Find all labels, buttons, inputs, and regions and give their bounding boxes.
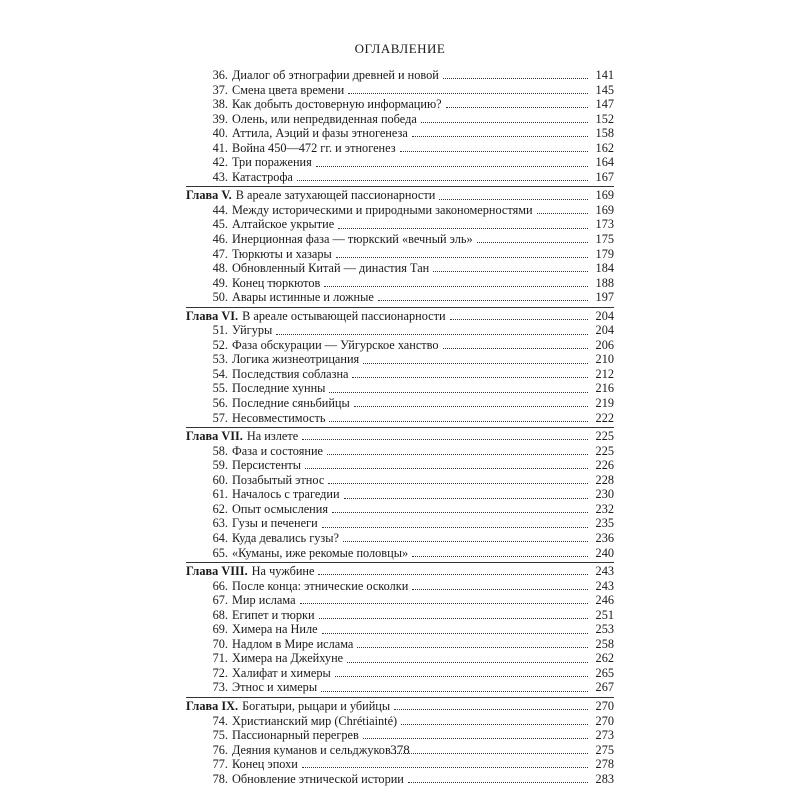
toc-item-number: 57.	[212, 410, 228, 425]
chapter-divider	[186, 427, 614, 428]
dot-leader	[400, 150, 588, 152]
dot-leader	[352, 376, 588, 378]
toc-item-title: Фаза и состояние	[232, 443, 323, 458]
toc-page-number: 225	[595, 429, 614, 444]
toc-item-title: Химера на Ниле	[232, 622, 318, 637]
toc-item-row	[186, 276, 614, 291]
toc-chapter-row	[186, 309, 614, 324]
toc-item-title: Египет и тюрки	[232, 607, 315, 622]
toc-item-title: Диалог об этнографии древней и новой	[232, 68, 439, 82]
toc-chapter-label: Глава VII.	[186, 429, 243, 444]
toc-page-number: 267	[595, 680, 614, 695]
toc-item-title: Олень, или непредвиденная победа	[232, 111, 417, 126]
toc-chapter-label: Глава VI.	[186, 308, 239, 323]
toc-item-title: Химера на Джейхуне	[232, 651, 344, 666]
dot-leader	[276, 333, 588, 335]
toc-item-number: 36.	[212, 68, 228, 82]
toc-page-number: 173	[595, 217, 614, 232]
toc-item-row	[186, 68, 614, 83]
toc-item-row	[186, 170, 614, 185]
dot-leader	[412, 555, 588, 557]
toc-item-title: Опыт осмысления	[232, 501, 328, 516]
dot-leader	[363, 737, 588, 739]
toc-chapter-title: На чужбине	[251, 564, 315, 579]
toc-page-number: 210	[595, 352, 614, 367]
toc-item-row	[186, 728, 614, 743]
dot-leader	[324, 285, 588, 287]
toc-item-number: 70.	[212, 636, 228, 651]
toc-item-row	[186, 141, 614, 156]
toc-page-number: 206	[595, 337, 614, 352]
toc-item-row	[186, 381, 614, 396]
dot-leader	[412, 135, 588, 137]
toc-item-row	[186, 323, 614, 338]
toc-item-title: Деяния куманов и сельджуков	[232, 742, 391, 757]
toc-item-number: 76.	[212, 742, 228, 757]
toc-item-number: 72.	[212, 665, 228, 680]
toc-page-number: 179	[595, 246, 614, 261]
toc-item-row	[186, 290, 614, 305]
toc-item-title: Мир ислама	[232, 593, 296, 608]
dot-leader	[394, 708, 588, 710]
toc-item-number: 41.	[212, 140, 228, 155]
toc-item-row	[186, 502, 614, 517]
dot-leader	[439, 198, 588, 200]
toc-item-number: 66.	[212, 578, 228, 593]
toc-item-row	[186, 97, 614, 112]
toc-page-number: 216	[595, 381, 614, 396]
dot-leader	[348, 92, 588, 94]
toc-item-number: 40.	[212, 126, 228, 141]
toc-page-number: 225	[595, 443, 614, 458]
toc-item-row	[186, 217, 614, 232]
table-of-contents	[186, 68, 614, 786]
toc-page-number: 167	[595, 169, 614, 184]
toc-page-number: 184	[595, 261, 614, 276]
toc-page-number: 169	[595, 188, 614, 203]
toc-page-number: 204	[595, 308, 614, 323]
dot-leader	[421, 121, 588, 123]
chapter-divider	[186, 186, 614, 187]
toc-item-title: Катастрофа	[232, 169, 293, 184]
toc-item-title: Логика жизнеотрицания	[232, 352, 360, 367]
dot-leader	[443, 347, 588, 349]
toc-item-number: 56.	[212, 396, 228, 411]
toc-page-number: 275	[595, 742, 614, 757]
toc-chapter-row	[186, 429, 614, 444]
toc-item-number: 39.	[212, 111, 228, 126]
toc-page-number: 243	[595, 564, 614, 579]
toc-page-number: 145	[595, 82, 614, 97]
dot-leader	[336, 256, 588, 258]
toc-item-number: 74.	[212, 713, 228, 728]
dot-leader	[332, 511, 588, 513]
toc-item-row	[186, 637, 614, 652]
toc-item-number: 55.	[212, 381, 228, 396]
toc-page-number: 258	[595, 636, 614, 651]
toc-item-number: 48.	[212, 261, 228, 276]
toc-page-number: 270	[595, 698, 614, 713]
toc-item-row	[186, 579, 614, 594]
dot-leader	[302, 438, 588, 440]
toc-page-number: 204	[595, 323, 614, 338]
toc-item-number: 53.	[212, 352, 228, 367]
toc-item-row	[186, 757, 614, 772]
toc-page-number: 226	[595, 458, 614, 473]
toc-item-title: Аттила, Аэций и фазы этногенеза	[232, 126, 408, 141]
page-header: ОГЛАВЛЕНИЕ	[354, 41, 446, 56]
toc-item-number: 59.	[212, 458, 228, 473]
dot-leader	[347, 661, 588, 663]
toc-item-title: Три поражения	[232, 155, 312, 170]
toc-item-number: 68.	[212, 607, 228, 622]
toc-item-row	[186, 396, 614, 411]
dot-leader	[443, 77, 588, 79]
toc-item-row	[186, 531, 614, 546]
dot-leader	[378, 299, 588, 301]
toc-item-number: 45.	[212, 217, 228, 232]
toc-item-title: Персистенты	[232, 458, 302, 473]
toc-item-row	[186, 155, 614, 170]
toc-item-row	[186, 203, 614, 218]
toc-page-number: 278	[595, 757, 614, 772]
dot-leader	[401, 723, 588, 725]
toc-item-title: Гузы и печенеги	[232, 516, 318, 531]
toc-page-number: 236	[595, 530, 614, 545]
toc-page-number: 219	[595, 396, 614, 411]
toc-item-row	[186, 516, 614, 531]
dot-leader	[329, 391, 588, 393]
toc-item-row	[186, 83, 614, 98]
toc-item-number: 77.	[212, 757, 228, 772]
toc-item-row	[186, 411, 614, 426]
dot-leader	[302, 766, 588, 768]
toc-item-title: Как добыть достоверную информацию?	[232, 97, 442, 112]
toc-page-number: 212	[595, 366, 614, 381]
toc-item-title: Между историческими и природными закономерностями	[232, 202, 533, 217]
toc-item-number: 46.	[212, 232, 228, 247]
dot-leader	[354, 405, 588, 407]
toc-page-number: 222	[595, 410, 614, 425]
toc-item-title: Пассионарный перегрев	[232, 728, 359, 743]
page-number: 378	[390, 742, 410, 757]
dot-leader	[343, 540, 588, 542]
toc-item-number: 47.	[212, 246, 228, 261]
toc-chapter-label: Глава VIII.	[186, 564, 248, 579]
toc-item-row	[186, 367, 614, 382]
toc-item-title: Куда девались гузы?	[232, 530, 339, 545]
toc-item-row	[186, 458, 614, 473]
toc-item-row	[186, 232, 614, 247]
toc-page-number: 235	[595, 516, 614, 531]
toc-item-title: После конца: этнические осколки	[232, 578, 409, 593]
toc-chapter-title: Богатыри, рыцари и убийцы	[242, 698, 391, 713]
toc-item-number: 73.	[212, 680, 228, 695]
toc-item-title: Фаза обскурации — Уйгурское ханство	[232, 337, 439, 352]
toc-item-number: 64.	[212, 530, 228, 545]
toc-item-title: Последние хунны	[232, 381, 326, 396]
chapter-divider	[186, 307, 614, 308]
toc-item-row	[186, 593, 614, 608]
toc-item-number: 75.	[212, 728, 228, 743]
toc-item-row	[186, 546, 614, 561]
dot-leader	[322, 632, 588, 634]
chapter-divider	[186, 697, 614, 698]
toc-item-title: Конец эпохи	[232, 757, 298, 772]
toc-item-number: 63.	[212, 516, 228, 531]
toc-page-number: 262	[595, 651, 614, 666]
toc-page-number: 230	[595, 487, 614, 502]
toc-item-number: 58.	[212, 443, 228, 458]
toc-item-row	[186, 338, 614, 353]
toc-item-number: 44.	[212, 202, 228, 217]
toc-page-number: 152	[595, 111, 614, 126]
dot-leader	[537, 212, 588, 214]
toc-page-number: 147	[595, 97, 614, 112]
dot-leader	[297, 179, 588, 181]
toc-page-number: 164	[595, 155, 614, 170]
toc-page-number: 243	[595, 578, 614, 593]
toc-page-number: 232	[595, 501, 614, 516]
toc-item-number: 54.	[212, 366, 228, 381]
dot-leader	[305, 467, 588, 469]
toc-item-title: Позабытый этнос	[232, 472, 325, 487]
dot-leader	[408, 781, 588, 783]
chapter-divider	[186, 562, 614, 563]
toc-page-number: 246	[595, 593, 614, 608]
toc-item-row	[186, 608, 614, 623]
toc-page-number: 162	[595, 140, 614, 155]
toc-item-number: 71.	[212, 651, 228, 666]
toc-item-row	[186, 126, 614, 141]
toc-item-number: 69.	[212, 622, 228, 637]
toc-item-title: Инерционная фаза — тюркский «вечный эль»	[232, 232, 473, 247]
toc-item-row	[186, 772, 614, 787]
toc-item-title: Алтайское укрытие	[232, 217, 335, 232]
dot-leader	[319, 617, 588, 619]
toc-item-number: 62.	[212, 501, 228, 516]
dot-leader	[477, 241, 588, 243]
toc-chapter-row	[186, 699, 614, 714]
toc-page-number: 265	[595, 665, 614, 680]
toc-page-number: 188	[595, 275, 614, 290]
toc-item-row	[186, 247, 614, 262]
toc-item-title: Халифат и химеры	[232, 665, 331, 680]
toc-item-row	[186, 261, 614, 276]
toc-item-row	[186, 714, 614, 729]
dot-leader	[450, 318, 588, 320]
dot-leader	[328, 482, 588, 484]
toc-item-number: 78.	[212, 771, 228, 786]
toc-item-title: Война 450—472 гг. и этногенез	[232, 140, 396, 155]
toc-item-title: Последствия соблазна	[232, 366, 349, 381]
dot-leader	[338, 227, 588, 229]
toc-item-number: 42.	[212, 155, 228, 170]
toc-item-row	[186, 487, 614, 502]
toc-item-title: Несовместимость	[232, 410, 326, 425]
toc-item-title: Конец тюркютов	[232, 275, 321, 290]
toc-item-title: Христианский мир (Chrétiainté)	[232, 713, 398, 728]
toc-item-number: 67.	[212, 593, 228, 608]
dot-leader	[363, 362, 588, 364]
toc-item-title: Обновление этнической истории	[232, 771, 404, 786]
toc-page-number: 283	[595, 771, 614, 786]
dot-leader	[335, 675, 588, 677]
toc-chapter-row	[186, 564, 614, 579]
dot-leader	[316, 165, 588, 167]
toc-item-title: Надлом в Мире ислама	[232, 636, 354, 651]
dot-leader	[300, 602, 588, 604]
toc-item-row	[186, 352, 614, 367]
toc-item-row	[186, 622, 614, 637]
toc-item-number: 38.	[212, 97, 228, 112]
toc-item-title: Авары истинные и ложные	[232, 290, 374, 305]
toc-chapter-title: На излете	[246, 429, 299, 444]
dot-leader	[322, 526, 588, 528]
toc-item-row	[186, 112, 614, 127]
toc-item-number: 49.	[212, 275, 228, 290]
dot-leader	[357, 646, 588, 648]
toc-item-title: Уйгуры	[232, 323, 273, 338]
toc-item-number: 50.	[212, 290, 228, 305]
dot-leader	[412, 588, 588, 590]
toc-item-number: 51.	[212, 323, 228, 338]
dot-leader	[344, 497, 588, 499]
toc-page-number: 270	[595, 713, 614, 728]
toc-page-number: 240	[595, 545, 614, 560]
toc-item-number: 52.	[212, 337, 228, 352]
toc-page-number: 141	[595, 68, 614, 82]
toc-chapter-title: В ареале затухающей пассионарности	[235, 188, 436, 203]
toc-item-row	[186, 666, 614, 681]
dot-leader	[433, 270, 588, 272]
toc-item-number: 37.	[212, 82, 228, 97]
toc-item-title: Смена цвета времени	[232, 82, 345, 97]
toc-page-number: 273	[595, 728, 614, 743]
toc-page-number: 251	[595, 607, 614, 622]
toc-item-row	[186, 651, 614, 666]
toc-item-number: 65.	[212, 545, 228, 560]
toc-chapter-label: Глава IX.	[186, 698, 239, 713]
toc-item-title: Последние сяньбийцы	[232, 396, 350, 411]
toc-item-title: Началось с трагедии	[232, 487, 340, 502]
dot-leader	[329, 420, 588, 422]
toc-item-row	[186, 444, 614, 459]
dot-leader	[321, 690, 588, 692]
toc-item-title: Этнос и химеры	[232, 680, 318, 695]
dot-leader	[446, 106, 588, 108]
toc-item-title: «Куманы, иже рекомые половцы»	[232, 545, 409, 560]
toc-chapter-title: В ареале остывающей пассионарности	[242, 308, 446, 323]
toc-chapter-row	[186, 188, 614, 203]
toc-page-number: 197	[595, 290, 614, 305]
toc-page-number: 175	[595, 232, 614, 247]
toc-item-row	[186, 680, 614, 695]
toc-page-number: 169	[595, 202, 614, 217]
toc-item-title: Обновленный Китай — династия Тан	[232, 261, 430, 276]
toc-page-number: 253	[595, 622, 614, 637]
dot-leader	[318, 573, 588, 575]
toc-item-number: 60.	[212, 472, 228, 487]
toc-item-number: 61.	[212, 487, 228, 502]
dot-leader	[327, 453, 588, 455]
toc-item-row	[186, 473, 614, 488]
toc-page-number: 228	[595, 472, 614, 487]
toc-page-number: 158	[595, 126, 614, 141]
toc-item-number: 43.	[212, 169, 228, 184]
toc-item-title: Тюркюты и хазары	[232, 246, 332, 261]
toc-chapter-label: Глава V.	[186, 188, 232, 203]
